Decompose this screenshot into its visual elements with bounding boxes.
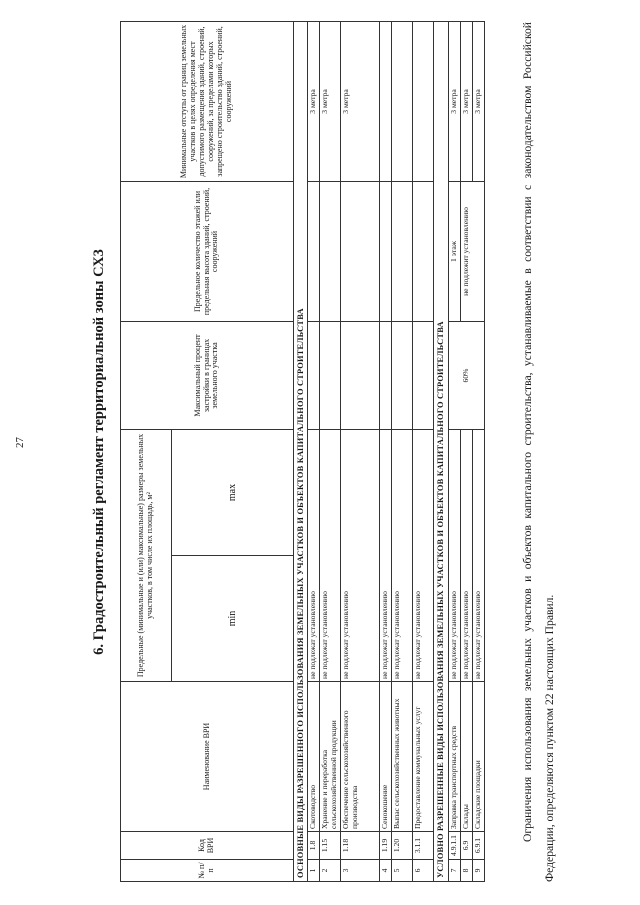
header-min: min xyxy=(172,556,294,682)
row-name: Скотоводство xyxy=(308,682,320,832)
section-main-uses: ОСНОВНЫЕ ВИДЫ РАЗРЕШЕННОГО ИСПОЛЬЗОВАНИЯ ЗЕМЕЛЬНЫХ УЧАСТКОВ И ОБЪЕКТОВ КАПИТАЛЬНОГО СТРОИТЕЛЬСТВА xyxy=(294,21,308,881)
row-name: Обеспечение сельскохозяйственного производства xyxy=(341,682,380,832)
row-percent xyxy=(320,321,341,429)
row-setback: 3 метра xyxy=(448,21,460,181)
row-size: не подлежат установлению xyxy=(341,429,380,681)
row-setback: 3 метра xyxy=(320,21,341,181)
header-setback: Минимальные отступы от границ земельных участков в целях определения мест допустимого размещения зданий, строений, сооружений, за пределами которых запрещено строительство зданий, строений, сооружений xyxy=(121,21,294,181)
row-code: 6.9.1 xyxy=(472,832,484,860)
row-num: 7 xyxy=(448,860,460,882)
row-size: не подлежат установлению xyxy=(320,429,341,681)
row-code: 4.9.1.1 xyxy=(448,832,460,860)
row-num: 3 xyxy=(341,860,380,882)
row-name: Сенокошение xyxy=(380,682,392,832)
header-num: № п/п xyxy=(121,860,294,882)
row-num: 8 xyxy=(460,860,472,882)
section-title: 6. Градостроительный регламент территориальной зоны СХ3 xyxy=(91,249,107,655)
row-size: не подлежат установлению xyxy=(392,429,413,681)
row-code: 1.15 xyxy=(320,832,341,860)
row-code: 1.18 xyxy=(341,832,380,860)
row-code: 1.8 xyxy=(308,832,320,860)
header-size: Предельные (минимальные и (или) максимальные) размеры земельных участков, в том числе их площадь, м² xyxy=(121,429,172,681)
row-percent: 60% xyxy=(448,321,484,429)
row-num: 4 xyxy=(380,860,392,882)
row-name: Складские площадки xyxy=(472,682,484,832)
row-code: 1.20 xyxy=(392,832,413,860)
row-floors xyxy=(380,181,392,321)
row-floors: 1 этаж xyxy=(448,181,460,321)
row-size: не подлежат установлению xyxy=(472,429,484,681)
row-name: Выпас сельскохозяйственных животных xyxy=(392,682,413,832)
row-percent xyxy=(380,321,392,429)
row-size: не подлежат установлению xyxy=(460,429,472,681)
row-setback: 3 метра xyxy=(472,21,484,181)
row-setback: 3 метра xyxy=(341,21,380,181)
row-floors: не подлежит установлению xyxy=(460,181,484,321)
header-name: Наименование ВРИ xyxy=(121,682,294,832)
row-floors xyxy=(320,181,341,321)
header-code: Код ВРИ xyxy=(121,832,294,860)
header-percent: Максимальный процент застройки в границах земельного участка xyxy=(121,321,294,429)
row-floors xyxy=(413,181,434,321)
row-percent xyxy=(341,321,380,429)
row-num: 9 xyxy=(472,860,484,882)
row-code: 6.9 xyxy=(460,832,472,860)
table-row xyxy=(308,21,320,881)
row-name: Склады xyxy=(460,682,472,832)
row-setback xyxy=(413,21,434,181)
row-percent xyxy=(308,321,320,429)
row-setback xyxy=(392,21,413,181)
row-percent xyxy=(392,321,413,429)
table-row xyxy=(460,21,472,881)
row-floors xyxy=(341,181,380,321)
row-size: не подлежат установлению xyxy=(380,429,392,681)
row-name: Заправка транспортных средств xyxy=(448,682,460,832)
rotated-page-content xyxy=(90,12,630,892)
row-code: 1.19 xyxy=(380,832,392,860)
row-setback: 3 метра xyxy=(460,21,472,181)
regulation-table xyxy=(120,21,485,882)
table-row xyxy=(392,21,413,881)
row-name: Хранение и переработка сельскохозяйственной продукции xyxy=(320,682,341,832)
row-size: не подлежат установлению xyxy=(308,429,320,681)
row-num: 5 xyxy=(392,860,413,882)
table-row xyxy=(320,21,341,881)
table-row xyxy=(341,21,380,881)
header-max: max xyxy=(172,429,294,555)
footer-text: Ограничения использования земельных участков и объектов капитального строительства, устанавливаемые в соответствии с законодательством Российской Федерации, определяются пунктом 22 настоящих Правил. xyxy=(520,22,556,882)
row-percent xyxy=(413,321,434,429)
table-row xyxy=(413,21,434,881)
page-number: 27 xyxy=(14,437,26,448)
table-row xyxy=(472,21,484,881)
table-row xyxy=(380,21,392,881)
row-floors xyxy=(308,181,320,321)
row-num: 2 xyxy=(320,860,341,882)
row-code: 3.1.1 xyxy=(413,832,434,860)
row-size: не подлежат установлению xyxy=(448,429,460,681)
row-setback: 3 метра xyxy=(308,21,320,181)
header-floors: Предельное количество этажей или предельная высота зданий, строений, сооружений xyxy=(121,181,294,321)
table-row xyxy=(448,21,460,881)
row-num: 6 xyxy=(413,860,434,882)
row-setback xyxy=(380,21,392,181)
row-name: Предоставление коммунальных услуг xyxy=(413,682,434,832)
row-floors xyxy=(392,181,413,321)
section-conditional-uses: УСЛОВНО РАЗРЕШЕННЫЕ ВИДЫ ИСПОЛЬЗОВАНИЯ ЗЕМЕЛЬНЫХ УЧАСТКОВ И ОБЪЕКТОВ КАПИТАЛЬНОГО СТРОИТЕЛЬСТВА xyxy=(434,21,448,881)
row-size: не подлежат установлению xyxy=(413,429,434,681)
row-num: 1 xyxy=(308,860,320,882)
